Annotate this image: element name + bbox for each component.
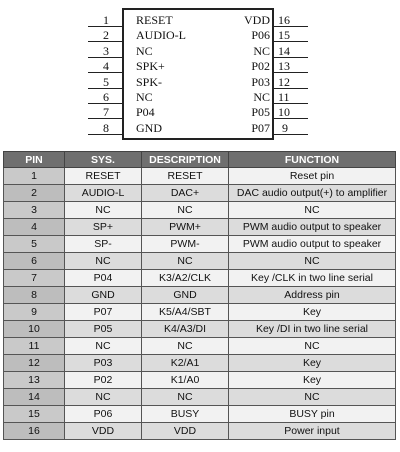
table-row	[4, 338, 396, 355]
cell-description: NC	[142, 389, 229, 406]
cell-function: NC	[229, 253, 396, 270]
table-row	[4, 168, 396, 185]
cell-sys: VDD	[65, 423, 142, 440]
table-row	[4, 423, 396, 440]
cell-sys: P02	[65, 372, 142, 389]
cell-description: K5/A4/SBT	[142, 304, 229, 321]
chip-diagram	[0, 0, 400, 148]
cell-pin: 5	[4, 236, 65, 253]
chip-pin-label: P05	[251, 105, 270, 120]
cell-pin: 11	[4, 338, 65, 355]
chip-pin-label: SPK+	[136, 59, 165, 74]
header-sys: SYS.	[65, 152, 142, 168]
chip-pin-number: 11	[278, 90, 290, 104]
table-row	[4, 236, 396, 253]
cell-pin: 6	[4, 253, 65, 270]
header-function: FUNCTION	[229, 152, 396, 168]
chip-pin-number: 1	[103, 13, 109, 27]
chip-pin-label: NC	[253, 43, 270, 58]
table-row	[4, 389, 396, 406]
chip-pin-number: 6	[103, 90, 109, 104]
cell-description: GND	[142, 287, 229, 304]
cell-sys: SP-	[65, 236, 142, 253]
chip-pin-label: NC	[136, 90, 153, 104]
cell-pin: 2	[4, 185, 65, 202]
chip-pin-number: 5	[103, 74, 109, 89]
cell-function: DAC audio output(+) to amplifier	[229, 185, 396, 202]
cell-description: NC	[142, 338, 229, 355]
chip-pin-number: 8	[103, 120, 109, 135]
cell-sys: P06	[65, 406, 142, 423]
cell-pin: 13	[4, 372, 65, 389]
cell-description: VDD	[142, 423, 229, 440]
cell-description: NC	[142, 202, 229, 219]
chip-pin-number: 12	[278, 74, 290, 89]
chip-pin-label: P02	[251, 59, 270, 74]
table-body	[4, 168, 396, 440]
chip-pin-number: 7	[103, 105, 109, 120]
table-row	[4, 202, 396, 219]
table-row	[4, 321, 396, 338]
cell-function: Key	[229, 372, 396, 389]
chip-pin-label: RESET	[136, 13, 173, 27]
cell-sys: P04	[65, 270, 142, 287]
cell-description: BUSY	[142, 406, 229, 423]
cell-pin: 10	[4, 321, 65, 338]
chip-pin-label: P03	[251, 74, 270, 89]
cell-sys: NC	[65, 202, 142, 219]
cell-function: NC	[229, 389, 396, 406]
table-row	[4, 355, 396, 372]
table-row	[4, 304, 396, 321]
table-row	[4, 185, 396, 202]
header-description: DESCRIPTION	[142, 152, 229, 168]
cell-pin: 1	[4, 168, 65, 185]
chip-pin-number: 15	[278, 28, 290, 43]
cell-pin: 8	[4, 287, 65, 304]
table-row	[4, 287, 396, 304]
pin-table	[3, 151, 396, 440]
cell-description: K3/A2/CLK	[142, 270, 229, 287]
cell-description: K4/A3/DI	[142, 321, 229, 338]
table-row	[4, 219, 396, 236]
cell-description: PWM+	[142, 219, 229, 236]
cell-pin: 7	[4, 270, 65, 287]
cell-sys: RESET	[65, 168, 142, 185]
chip-pin-label: AUDIO-L	[136, 28, 186, 43]
chip-pin-label: P04	[136, 105, 155, 120]
header-pin: PIN	[4, 152, 65, 168]
chip-pin-label: VDD	[244, 13, 270, 27]
cell-function: Key /DI in two line serial	[229, 321, 396, 338]
cell-function: Reset pin	[229, 168, 396, 185]
chip-pin-number: 14	[278, 43, 290, 58]
cell-function: Key	[229, 304, 396, 321]
cell-sys: NC	[65, 253, 142, 270]
cell-function: BUSY pin	[229, 406, 396, 423]
cell-function: PWM audio output to speaker	[229, 219, 396, 236]
table-row	[4, 372, 396, 389]
cell-function: Address pin	[229, 287, 396, 304]
cell-description: NC	[142, 253, 229, 270]
chip-pin-number: 9	[282, 120, 288, 135]
cell-function: Power input	[229, 423, 396, 440]
cell-sys: NC	[65, 338, 142, 355]
chip-pin-number: 16	[278, 13, 290, 27]
cell-pin: 14	[4, 389, 65, 406]
cell-description: K2/A1	[142, 355, 229, 372]
chip-pin-number: 10	[278, 105, 290, 120]
cell-function: PWM audio output to speaker	[229, 236, 396, 253]
cell-function: Key /CLK in two line serial	[229, 270, 396, 287]
chip-pin-label: NC	[136, 43, 153, 58]
chip-pin-label: SPK-	[136, 74, 163, 89]
cell-function: Key	[229, 355, 396, 372]
cell-description: RESET	[142, 168, 229, 185]
cell-description: K1/A0	[142, 372, 229, 389]
cell-pin: 12	[4, 355, 65, 372]
chip-pin-number: 13	[278, 59, 290, 74]
cell-function: NC	[229, 202, 396, 219]
chip-pin-label: P06	[251, 28, 270, 43]
cell-description: PWM-	[142, 236, 229, 253]
cell-sys: SP+	[65, 219, 142, 236]
chip-pin-lead	[274, 134, 308, 135]
table-row	[4, 253, 396, 270]
cell-description: DAC+	[142, 185, 229, 202]
chip-pin-number: 3	[103, 43, 109, 58]
cell-pin: 3	[4, 202, 65, 219]
cell-pin: 16	[4, 423, 65, 440]
table-row	[4, 406, 396, 423]
cell-pin: 4	[4, 219, 65, 236]
chip-pin-label: P07	[251, 120, 270, 135]
chip-pin-label: GND	[136, 120, 162, 135]
cell-sys: GND	[65, 287, 142, 304]
chip-pin-label: NC	[253, 90, 270, 104]
cell-sys: P05	[65, 321, 142, 338]
cell-sys: P07	[65, 304, 142, 321]
chip-pin-number: 4	[103, 59, 109, 74]
cell-sys: NC	[65, 389, 142, 406]
cell-sys: P03	[65, 355, 142, 372]
cell-pin: 9	[4, 304, 65, 321]
cell-function: NC	[229, 338, 396, 355]
table-row	[4, 270, 396, 287]
cell-pin: 15	[4, 406, 65, 423]
chip-pin-number: 2	[103, 28, 109, 43]
table-header-row	[4, 152, 396, 168]
cell-sys: AUDIO-L	[65, 185, 142, 202]
